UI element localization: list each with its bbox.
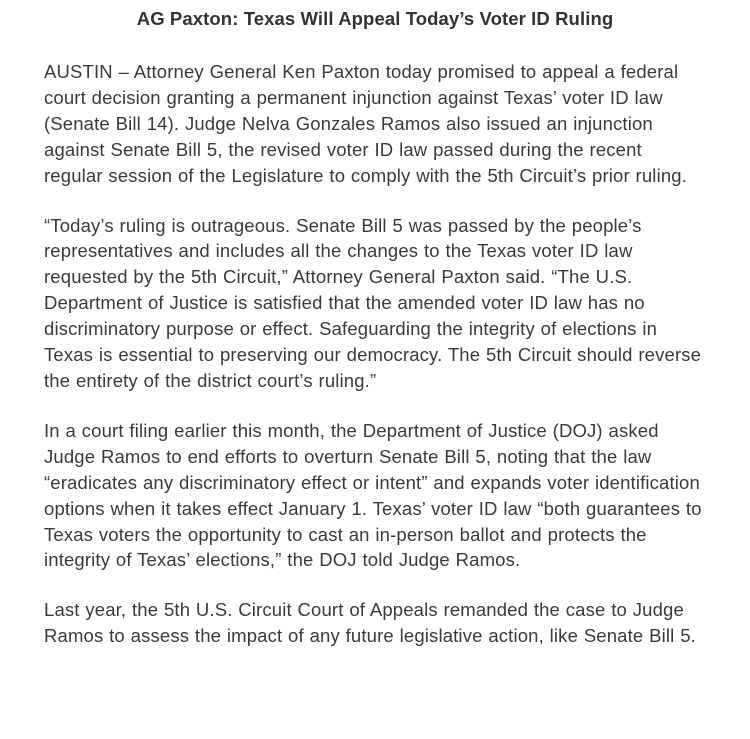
paragraph-doj-filing: In a court filing earlier this month, the Department of Justice (DOJ) asked Judge Ramos to end efforts to overturn Senate Bill 5, noting that the law “eradicates any discriminatory effect or intent” and expands voter identification options when it takes effect January 1. Texas’ voter ID law “both guarantees to Texas voters the opportunity to cast an in-person ballot and protects the integrity of Texas’ elections,” the DOJ told Judge Ramos.: [44, 419, 702, 571]
paragraph-intro: AUSTIN – Attorney General Ken Paxton today promised to appeal a federal court decision granting a permanent injunction against Texas’ voter ID law (Senate Bill 14). Judge Nelva Gonzales Ramos also issued an injunction against Senate Bill 5, the revised voter ID law passed during the recent regular session of the Legislature to comply with the 5th Circuit’s prior ruling.: [44, 61, 687, 186]
paragraph-background: Last year, the 5th U.S. Circuit Court of Appeals remanded the case to Judge Ramos to assess the impact of any future legislative action, like Senate Bill 5.: [44, 599, 696, 647]
paragraph-quote: “Today’s ruling is outrageous. Senate Bill 5 was passed by the people’s representatives and includes all the changes to the Texas voter ID law requested by the 5th Circuit,” Attorney General Paxton said. “The U.S. Department of Justice is satisfied that the amended voter ID law has no discriminatory purpose or effect. Safeguarding the integrity of elections in Texas is essential to preserving our democracy. The 5th Circuit should reverse the entirety of the district court’s ruling.”: [44, 214, 702, 391]
article-title: AG Paxton: Texas Will Appeal Today’s Voter ID Ruling: [136, 8, 614, 29]
